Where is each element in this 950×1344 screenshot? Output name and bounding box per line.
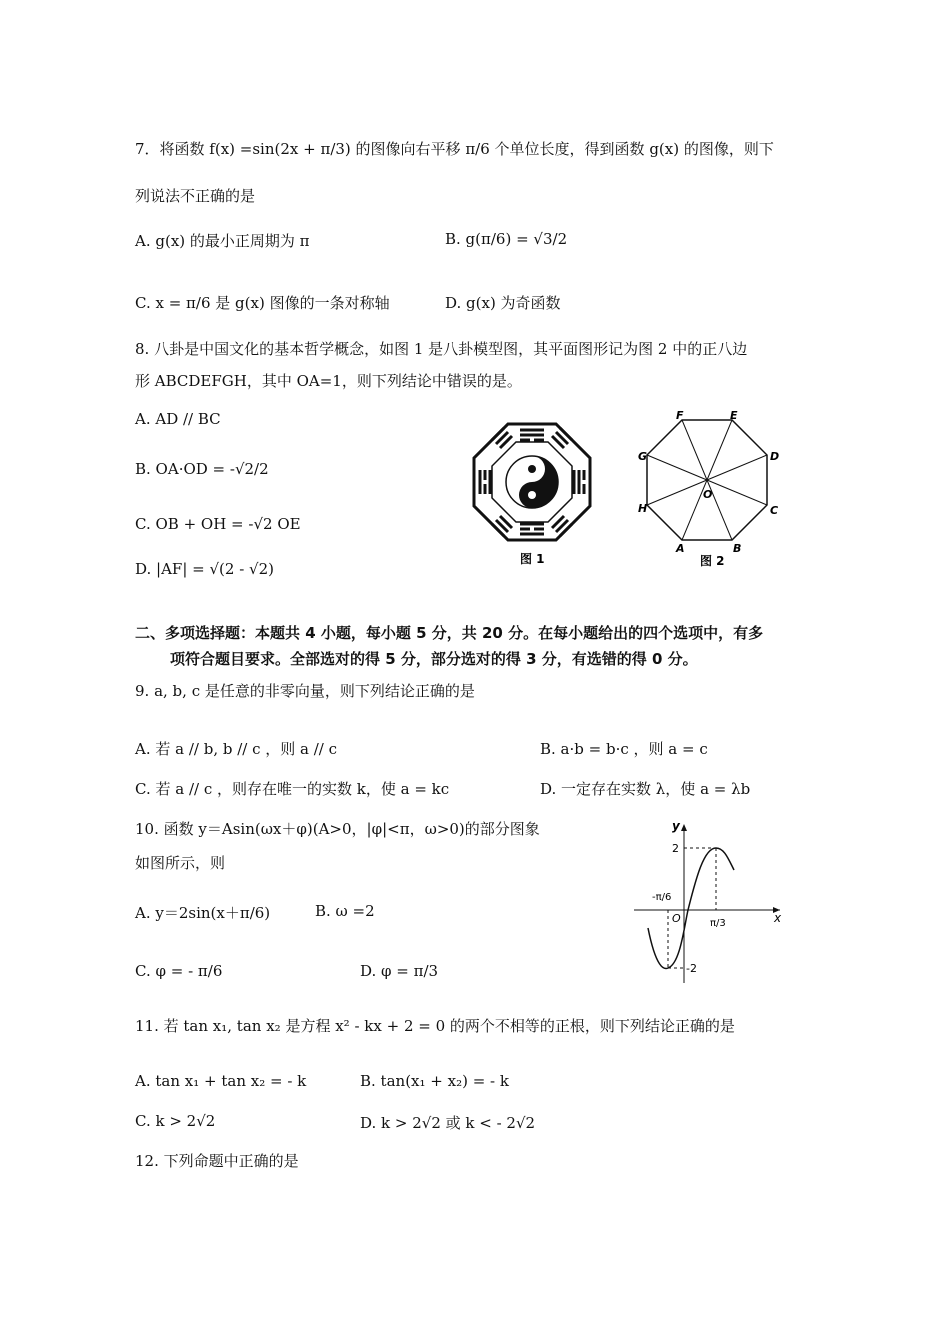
q10-stem-line1: 10. 函数 y＝Asin(ωx＋φ)(A>0，|φ|<π，ω>0)的部分图象 bbox=[135, 820, 540, 838]
y-tick-2: 2 bbox=[672, 842, 679, 855]
vertex-label-g: G bbox=[638, 450, 648, 463]
x-axis-label: x bbox=[774, 911, 782, 925]
origin-label: O bbox=[672, 912, 681, 925]
vertex-label-d: D bbox=[770, 450, 780, 463]
q9-option-b: B. a·b = b·c ，则 a = c bbox=[540, 740, 708, 758]
vertex-label-f: F bbox=[676, 409, 684, 422]
vertex-label-c: C bbox=[770, 504, 779, 517]
figure1-caption: 图 1 bbox=[520, 552, 545, 566]
q7-option-b: B. g(π/6) = √3/2 bbox=[445, 230, 568, 248]
q11-option-d: D. k > 2√2 或 k < - 2√2 bbox=[360, 1114, 536, 1132]
q7-stem-line2: 列说法不正确的是 bbox=[135, 187, 256, 205]
yin-dot bbox=[528, 465, 536, 473]
q7-option-c: C. x = π/6 是 g(x) 图像的一条对称轴 bbox=[135, 294, 390, 312]
q10-option-b: B. ω =2 bbox=[315, 902, 375, 920]
sine-curve bbox=[648, 848, 734, 969]
q8-stem-line2: 形 ABCDEFGH，其中 OA=1，则下列结论中错误的是。 bbox=[135, 372, 522, 390]
q10-option-d: D. φ = π/3 bbox=[360, 962, 439, 980]
q11-option-c: C. k > 2√2 bbox=[135, 1112, 216, 1130]
q7-option-d: D. g(x) 为奇函数 bbox=[445, 294, 561, 312]
center-label-o: O bbox=[703, 488, 713, 501]
octagon-figure bbox=[630, 408, 780, 568]
sine-graph bbox=[628, 818, 788, 988]
q9-option-d: D. 一定存在实数 λ，使 a = λb bbox=[540, 780, 751, 798]
q8-option-a: A. AD // BC bbox=[135, 410, 221, 428]
vertex-label-h: H bbox=[638, 502, 648, 515]
q8-option-b: B. OA·OD = -√2/2 bbox=[135, 460, 269, 478]
q8-option-c: C. OB + OH = -√2 OE bbox=[135, 515, 301, 533]
q7-option-a: A. g(x) 的最小正周期为 π bbox=[135, 232, 310, 250]
vertex-label-a: A bbox=[676, 542, 685, 555]
y-tick-neg2: -2 bbox=[686, 962, 697, 975]
q10-option-c: C. φ = - π/6 bbox=[135, 962, 223, 980]
q9-stem: 9. a, b, c 是任意的非零向量，则下列结论正确的是 bbox=[135, 682, 475, 700]
x-tick-neg-pi6: -π/6 bbox=[652, 892, 672, 903]
section2-heading-line1: 二、多项选择题：本题共 4 小题，每小题 5 分，共 20 分。在每小题给出的四个选项中，有多 bbox=[135, 624, 764, 642]
bagua-figure bbox=[470, 420, 595, 570]
section2-heading-line2: 项符合题目要求。全部选对的得 5 分，部分选对的得 3 分，有选错的得 0 分。 bbox=[170, 650, 698, 668]
q9-option-c: C. 若 a // c ，则存在唯一的实数 k，使 a = kc bbox=[135, 780, 450, 798]
q8-option-d: D. |AF| = √(2 - √2) bbox=[135, 560, 274, 578]
figure2-caption: 图 2 bbox=[700, 554, 725, 568]
y-axis-label: y bbox=[672, 819, 680, 833]
y-axis-arrow bbox=[681, 824, 687, 831]
q7-stem-line1: 7．将函数 f(x) =sin(2x + π/3) 的图像向右平移 π/6 个单位长度，得到函数 g(x) 的图像，则下 bbox=[135, 140, 774, 158]
q9-option-a: A. 若 a // b, b // c ，则 a // c bbox=[135, 740, 338, 758]
q11-stem: 11. 若 tan x₁, tan x₂ 是方程 x² - kx + 2 = 0 的两个不相等的正根，则下列结论正确的是 bbox=[135, 1017, 735, 1035]
q11-option-b: B. tan(x₁ + x₂) = - k bbox=[360, 1072, 509, 1090]
vertex-label-b: B bbox=[733, 542, 742, 555]
q10-option-a: A. y＝2sin(x＋π/6) bbox=[135, 904, 271, 922]
q8-stem-line1: 8. 八卦是中国文化的基本哲学概念，如图 1 是八卦模型图，其平面图形记为图 2 中的正八边 bbox=[135, 340, 748, 358]
yang-dot bbox=[528, 491, 536, 499]
q10-stem-line2: 如图所示，则 bbox=[135, 854, 226, 872]
q11-option-a: A. tan x₁ + tan x₂ = - k bbox=[135, 1072, 307, 1090]
q12-stem: 12. 下列命题中正确的是 bbox=[135, 1152, 299, 1170]
vertex-label-e: E bbox=[730, 409, 738, 422]
x-tick-pi3: π/3 bbox=[710, 918, 726, 929]
